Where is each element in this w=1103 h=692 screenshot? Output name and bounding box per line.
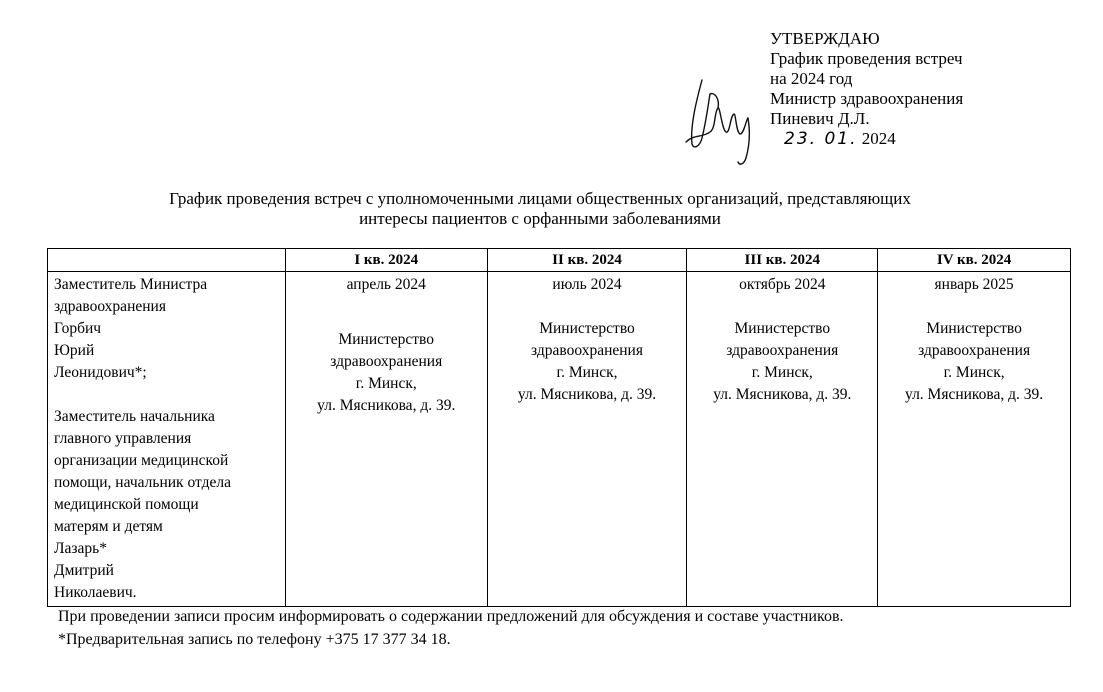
header-cell: III кв. 2024 bbox=[687, 249, 878, 272]
official-line: Заместитель Министра bbox=[54, 276, 208, 293]
official-line: медицинской помощи bbox=[54, 496, 199, 513]
meeting-place: ул. Мясникова, д. 39. bbox=[317, 397, 456, 414]
meeting-place: г. Минск, bbox=[751, 364, 813, 381]
official-line: Лазарь* bbox=[54, 540, 107, 557]
officials-cell bbox=[48, 272, 286, 607]
footer-notes bbox=[58, 605, 844, 651]
official-line: Горбич bbox=[54, 320, 102, 337]
meeting-date: октябрь 2024 bbox=[739, 276, 826, 293]
document-title bbox=[40, 189, 1040, 229]
official-line: главного управления bbox=[54, 430, 192, 447]
meeting-place: г. Минск, bbox=[355, 375, 417, 392]
official-line: Дмитрий bbox=[54, 562, 114, 579]
table-header-row bbox=[48, 249, 1071, 272]
approval-line: График проведения встреч bbox=[770, 49, 963, 68]
meeting-place: Министерство bbox=[338, 331, 435, 348]
meeting-date: июль 2024 bbox=[552, 276, 622, 293]
meeting-place: здравоохранения bbox=[531, 342, 643, 359]
schedule-table bbox=[47, 248, 1071, 607]
official-line: Юрий bbox=[54, 342, 95, 359]
approval-date-year: 2024 bbox=[861, 129, 896, 148]
quarter-cell bbox=[487, 272, 687, 607]
meeting-place: ул. Мясникова, д. 39. bbox=[713, 386, 852, 403]
approval-line: Министр здравоохранения bbox=[770, 89, 964, 108]
approval-line: на 2024 год bbox=[770, 69, 853, 88]
approval-date-handwritten: 23. 01. bbox=[784, 129, 858, 149]
title-line: интересы пациентов с орфанными заболеваниями bbox=[359, 209, 721, 228]
header-cell: II кв. 2024 bbox=[487, 249, 687, 272]
meeting-place: здравоохранения bbox=[330, 353, 443, 370]
official-line: помощи, начальник отдела bbox=[54, 474, 231, 491]
approval-date bbox=[770, 129, 963, 149]
official-line: здравоохранения bbox=[54, 298, 166, 315]
official-line: матерям и детям bbox=[54, 518, 163, 535]
approval-block bbox=[770, 29, 963, 149]
approval-line: Пиневич Д.Л. bbox=[770, 109, 870, 128]
meeting-place: г. Минск, bbox=[943, 364, 1005, 381]
meeting-place: Министерство bbox=[926, 320, 1022, 337]
official-line: Леонидович*; bbox=[54, 364, 147, 381]
official-line: Заместитель начальника bbox=[54, 408, 215, 425]
header-cell bbox=[48, 249, 286, 272]
quarter-cell bbox=[285, 272, 487, 607]
meeting-place: Министерство bbox=[734, 320, 831, 337]
official-line: организации медицинской bbox=[54, 452, 229, 469]
meeting-date: январь 2025 bbox=[934, 276, 1014, 293]
signature-image bbox=[680, 72, 760, 168]
footer-note: *Предварительная запись по телефону +375 17 377 34 18. bbox=[58, 631, 451, 648]
approval-heading: УТВЕРЖДАЮ bbox=[770, 29, 880, 48]
footer-note: При проведении записи просим информировать о содержании предложений для обсуждения и составе участников. bbox=[58, 608, 844, 625]
quarter-cell bbox=[878, 272, 1071, 607]
header-cell: IV кв. 2024 bbox=[878, 249, 1071, 272]
meeting-date: апрель 2024 bbox=[346, 276, 426, 293]
table-row bbox=[48, 272, 1071, 607]
meeting-place: Министерство bbox=[539, 320, 635, 337]
meeting-place: г. Минск, bbox=[556, 364, 618, 381]
quarter-cell bbox=[687, 272, 878, 607]
meeting-place: здравоохранения bbox=[726, 342, 839, 359]
meeting-place: ул. Мясникова, д. 39. bbox=[905, 386, 1044, 403]
header-cell: I кв. 2024 bbox=[285, 249, 487, 272]
meeting-place: здравоохранения bbox=[918, 342, 1031, 359]
title-line: График проведения встреч с уполномоченными лицами общественных организаций, представляющих bbox=[169, 189, 911, 208]
spacer bbox=[54, 384, 279, 406]
meeting-place: ул. Мясникова, д. 39. bbox=[517, 386, 657, 403]
official-line: Николаевич. bbox=[54, 584, 137, 601]
